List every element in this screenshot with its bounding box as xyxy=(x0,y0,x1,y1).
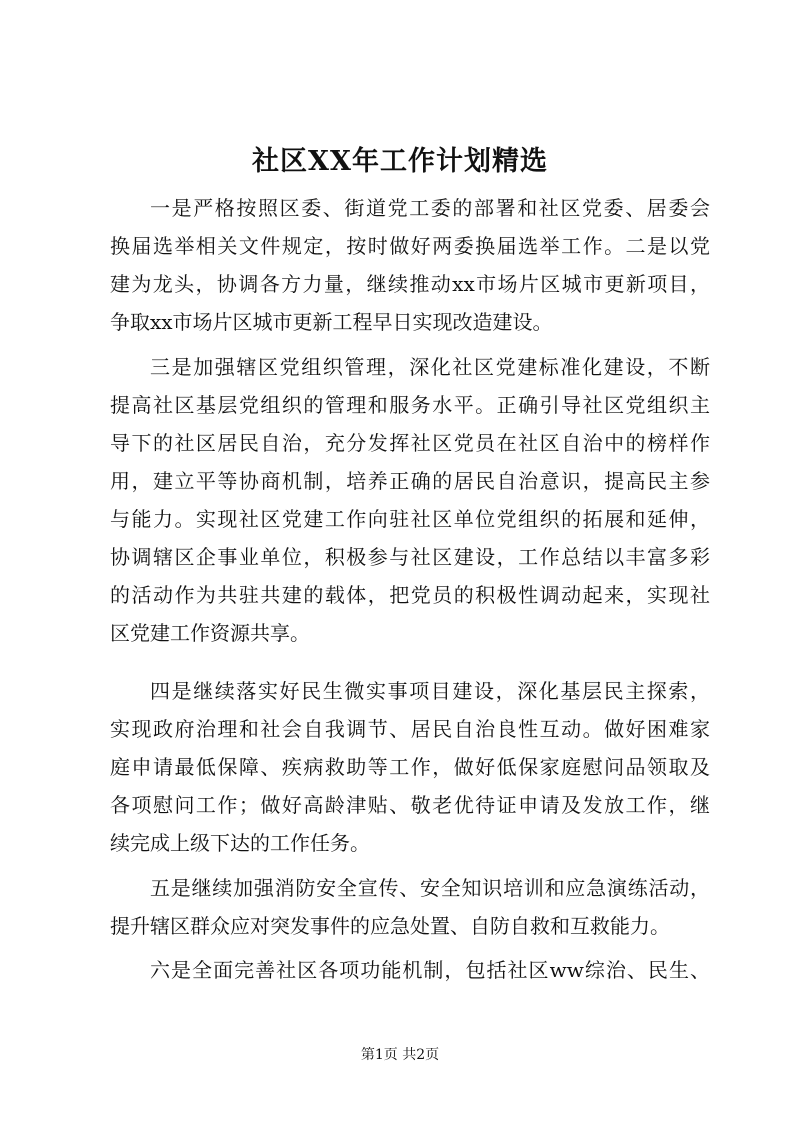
paragraph-line: 各项慰问工作；做好高龄津贴、敬老优待证申请及发放工作，继 xyxy=(110,793,710,817)
paragraph-line: 实现政府治理和社会自我调节、居民自治良性互动。做好困难家 xyxy=(110,717,710,741)
paragraph-line: 续完成上级下达的工作任务。 xyxy=(110,831,370,855)
paragraph-4 xyxy=(110,869,710,945)
paragraph-line: 区党建工作资源共享。 xyxy=(110,621,310,645)
paragraph-line: 提高社区基层党组织的管理和服务水平。正确引导社区党组织主 xyxy=(110,393,710,417)
paragraph-line: 导下的社区居民自治，充分发挥社区党员在社区自治中的榜样作 xyxy=(110,431,710,455)
paragraph-1 xyxy=(110,189,710,341)
paragraph-line: 协调辖区企事业单位，积极参与社区建设，工作总结以丰富多彩 xyxy=(110,545,710,569)
paragraph-line: 六是全面完善社区各项功能机制，包括社区ww综治、民生、 xyxy=(150,958,710,982)
paragraph-line: 换届选举相关文件规定，按时做好两委换届选举工作。二是以党 xyxy=(110,234,710,258)
paragraph-line: 四是继续落实好民生微实事项目建设，深化基层民主探索， xyxy=(150,679,710,703)
paragraph-5 xyxy=(110,951,710,989)
paragraph-line: 的活动作为共驻共建的载体，把党员的积极性调动起来，实现社 xyxy=(110,583,710,607)
paragraph-line: 争取xx市场片区城市更新工程早日实现改造建设。 xyxy=(110,310,553,334)
page-footer: 第1页 共2页 xyxy=(360,1047,440,1063)
paragraph-line: 一是严格按照区委、街道党工委的部署和社区党委、居委会 xyxy=(150,196,710,220)
paragraph-line: 提升辖区群众应对突发事件的应急处置、自防自救和互救能力。 xyxy=(110,914,670,938)
paragraph-line: 三是加强辖区党组织管理，深化社区党建标准化建设，不断 xyxy=(150,355,710,379)
paragraph-line: 庭申请最低保障、疾病救助等工作，做好低保家庭慰问品领取及 xyxy=(110,755,710,779)
paragraph-2 xyxy=(110,348,710,652)
paragraph-line: 用，建立平等协商机制，培养正确的居民自治意识，提高民主参 xyxy=(110,469,710,493)
paragraph-line: 与能力。实现社区党建工作向驻社区单位党组织的拓展和延伸， xyxy=(110,507,710,531)
paragraph-line: 建为龙头，协调各方力量，继续推动xx市场片区城市更新项目， xyxy=(110,272,710,296)
paragraph-line: 五是继续加强消防安全宣传、安全知识培训和应急演练活动， xyxy=(150,876,710,900)
paragraph-3 xyxy=(110,672,710,862)
document-title: 社区XX年工作计划精选 xyxy=(252,146,548,177)
